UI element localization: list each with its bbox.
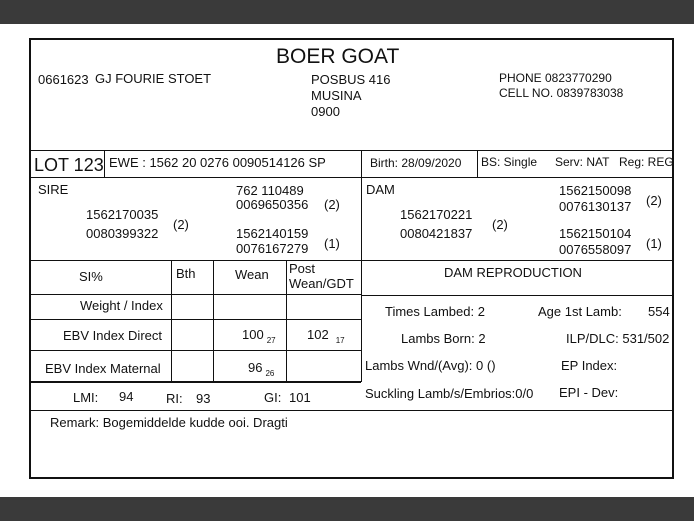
lot-divider-3 bbox=[477, 150, 478, 177]
si-row-divider-3 bbox=[31, 350, 361, 351]
ebv-direct-post-value: 102 bbox=[307, 327, 329, 342]
address-line-2: MUSINA bbox=[311, 88, 362, 103]
sire-parent-1-mark: (2) bbox=[324, 197, 340, 212]
ebv-direct-post-sub: 17 bbox=[335, 336, 345, 345]
dam-parent-2-mark: (1) bbox=[646, 236, 662, 251]
lot-card bbox=[29, 38, 674, 479]
bottom-border-band bbox=[0, 497, 694, 521]
si-col-divider-2 bbox=[213, 260, 214, 382]
ri-value: 93 bbox=[196, 391, 211, 406]
si-row-divider-1 bbox=[31, 294, 361, 295]
ilp-dlc: ILP/DLC: 531/502 bbox=[566, 331, 670, 346]
breed-title: BOER GOAT bbox=[276, 45, 400, 68]
divider-header bbox=[31, 150, 672, 151]
sire-dam-divider bbox=[361, 177, 362, 382]
sire-parent-2-id-2: 0076167279 bbox=[236, 241, 309, 256]
sire-mark: (2) bbox=[173, 217, 189, 232]
sire-id-1: 1562170035 bbox=[86, 207, 159, 222]
ebv-direct-wean bbox=[242, 327, 276, 348]
lot-divider-1 bbox=[104, 150, 105, 177]
dam-repro-header-divider bbox=[361, 295, 672, 296]
ebv-direct-post bbox=[307, 327, 345, 348]
dam-parent-2-id-2: 0076558097 bbox=[559, 242, 632, 257]
registration-type: Reg: REG bbox=[619, 155, 674, 169]
dam-label: DAM bbox=[366, 182, 395, 197]
service-type: Serv: NAT bbox=[555, 155, 610, 169]
gi-label: GI: bbox=[264, 390, 282, 405]
divider-pedigree bbox=[31, 260, 672, 261]
sire-label: SIRE bbox=[38, 182, 69, 197]
cell-number: CELL NO. 0839783038 bbox=[499, 86, 624, 100]
lmi-label: LMI: bbox=[73, 390, 99, 405]
si-col-divider-1 bbox=[171, 260, 172, 382]
sire-parent-1-id-1: 762 110489 bbox=[236, 183, 304, 198]
ebv-direct-label: EBV Index Direct bbox=[63, 328, 162, 343]
post-header-line-1: Post bbox=[289, 261, 316, 276]
ebv-maternal-wean bbox=[248, 360, 274, 381]
dam-parent-1-id-1: 1562150098 bbox=[559, 183, 632, 198]
sire-parent-1-id-2: 0069650356 bbox=[236, 197, 309, 212]
sire-parent-2-id-1: 1562140159 bbox=[236, 226, 309, 241]
bth-header: Bth bbox=[176, 266, 196, 281]
dam-reproduction-title: DAM REPRODUCTION bbox=[444, 265, 582, 280]
postal-code: 0900 bbox=[311, 104, 340, 119]
divider-indices bbox=[31, 410, 672, 411]
age-first-lamb-label: Age 1st Lamb: bbox=[538, 304, 622, 319]
dam-parent-2-id-1: 1562150104 bbox=[559, 226, 632, 241]
wean-header: Wean bbox=[235, 267, 269, 282]
lambs-born: Lambs Born: 2 bbox=[401, 331, 486, 346]
dam-id-1: 1562170221 bbox=[400, 207, 473, 222]
lot-divider-2 bbox=[361, 150, 362, 177]
si-header: SI% bbox=[79, 269, 103, 284]
ebv-direct-wean-value: 100 bbox=[242, 327, 264, 342]
si-table-bottom bbox=[31, 381, 361, 383]
phone-number: PHONE 0823770290 bbox=[499, 71, 612, 85]
sire-parent-2-mark: (1) bbox=[324, 236, 340, 251]
top-border-band bbox=[0, 0, 694, 24]
breeder-code: 0661623 bbox=[38, 72, 89, 87]
gi-value: 101 bbox=[289, 390, 311, 405]
divider-lot bbox=[31, 177, 672, 178]
ebv-direct-wean-sub: 27 bbox=[266, 336, 276, 345]
lambs-weaned: Lambs Wnd/(Avg): 0 () bbox=[365, 358, 496, 373]
suckling-lambs: Suckling Lamb/s/Embrios:0/0 bbox=[365, 386, 534, 401]
weight-index-label: Weight / Index bbox=[80, 298, 163, 313]
si-row-divider-2 bbox=[31, 319, 361, 320]
lot-number: LOT 123 bbox=[34, 155, 104, 175]
dam-id-2: 0080421837 bbox=[400, 226, 473, 241]
ri-label: RI: bbox=[166, 391, 183, 406]
epi-dev: EPI - Dev: bbox=[559, 385, 619, 400]
si-col-divider-3 bbox=[286, 260, 287, 382]
sire-id-2: 0080399322 bbox=[86, 226, 159, 241]
ebv-maternal-wean-sub: 26 bbox=[265, 369, 275, 378]
times-lambed: Times Lambed: 2 bbox=[385, 304, 485, 319]
ep-index: EP Index: bbox=[561, 358, 618, 373]
age-first-lamb-value: 554 bbox=[648, 304, 670, 319]
breeder-name: GJ FOURIE STOET bbox=[95, 71, 212, 86]
birth-status: BS: Single bbox=[481, 155, 538, 169]
ebv-maternal-label: EBV Index Maternal bbox=[45, 361, 161, 376]
post-header-line-2: Wean/GDT bbox=[289, 276, 354, 291]
ewe-identification: EWE : 1562 20 0276 0090514126 SP bbox=[109, 155, 326, 170]
dam-parent-1-id-2: 0076130137 bbox=[559, 199, 632, 214]
dam-parent-1-mark: (2) bbox=[646, 193, 662, 208]
remark: Remark: Bogemiddelde kudde ooi. Dragti bbox=[50, 415, 288, 430]
lmi-value: 94 bbox=[119, 389, 134, 404]
address-line-1: POSBUS 416 bbox=[311, 72, 391, 87]
dam-mark: (2) bbox=[492, 217, 508, 232]
birth-date: Birth: 28/09/2020 bbox=[370, 156, 462, 170]
ebv-maternal-wean-value: 96 bbox=[248, 360, 263, 375]
